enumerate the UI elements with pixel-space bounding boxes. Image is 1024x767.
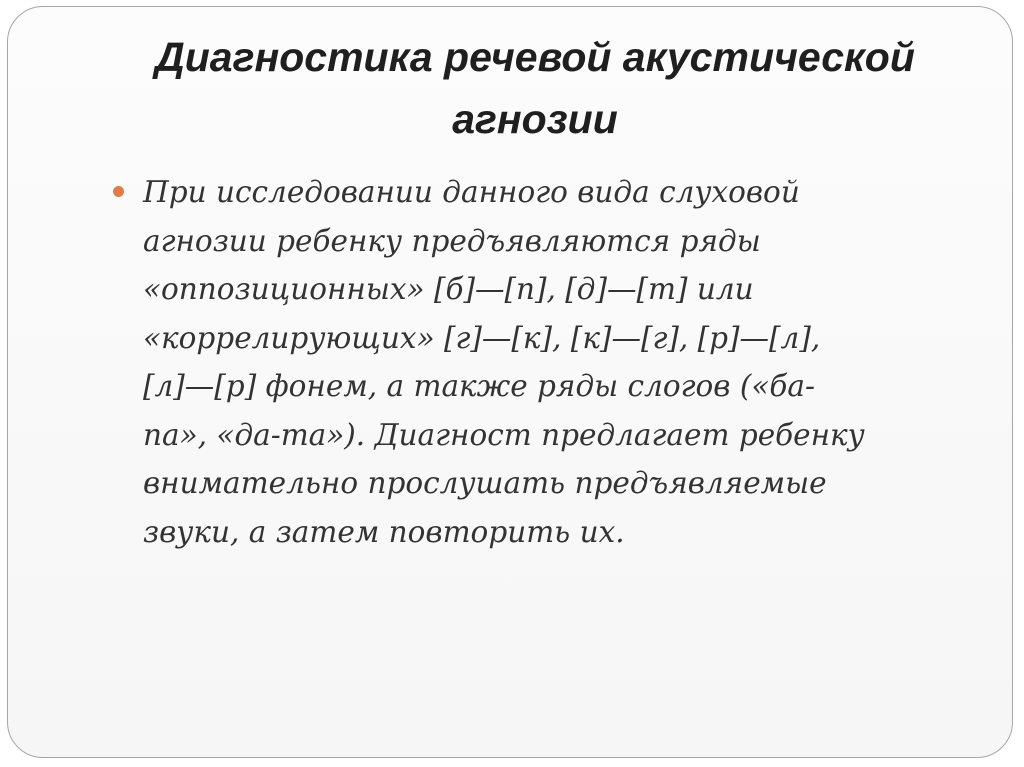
- bullet-list: [113, 168, 943, 556]
- bullet-dot-icon: [113, 186, 124, 197]
- slide-title: Диагностика речевой акустической агнозии: [155, 34, 915, 142]
- bullet-item: [113, 168, 943, 556]
- bullet-text: При исследовании данного вида слуховой агнозии ребенку предъявляются ряды «оппозиционных» [б]—[п], [д]—[т] или «коррелирующих» [г]—[к], [к]—[г], [р]—[л], [л]—[р] фонем, а также ряды слогов («ба- па», «да-та»). Диагност предлагает ребенку внимательно прослушать предъявляемые звуки, а затем повторить их.: [143, 175, 865, 549]
